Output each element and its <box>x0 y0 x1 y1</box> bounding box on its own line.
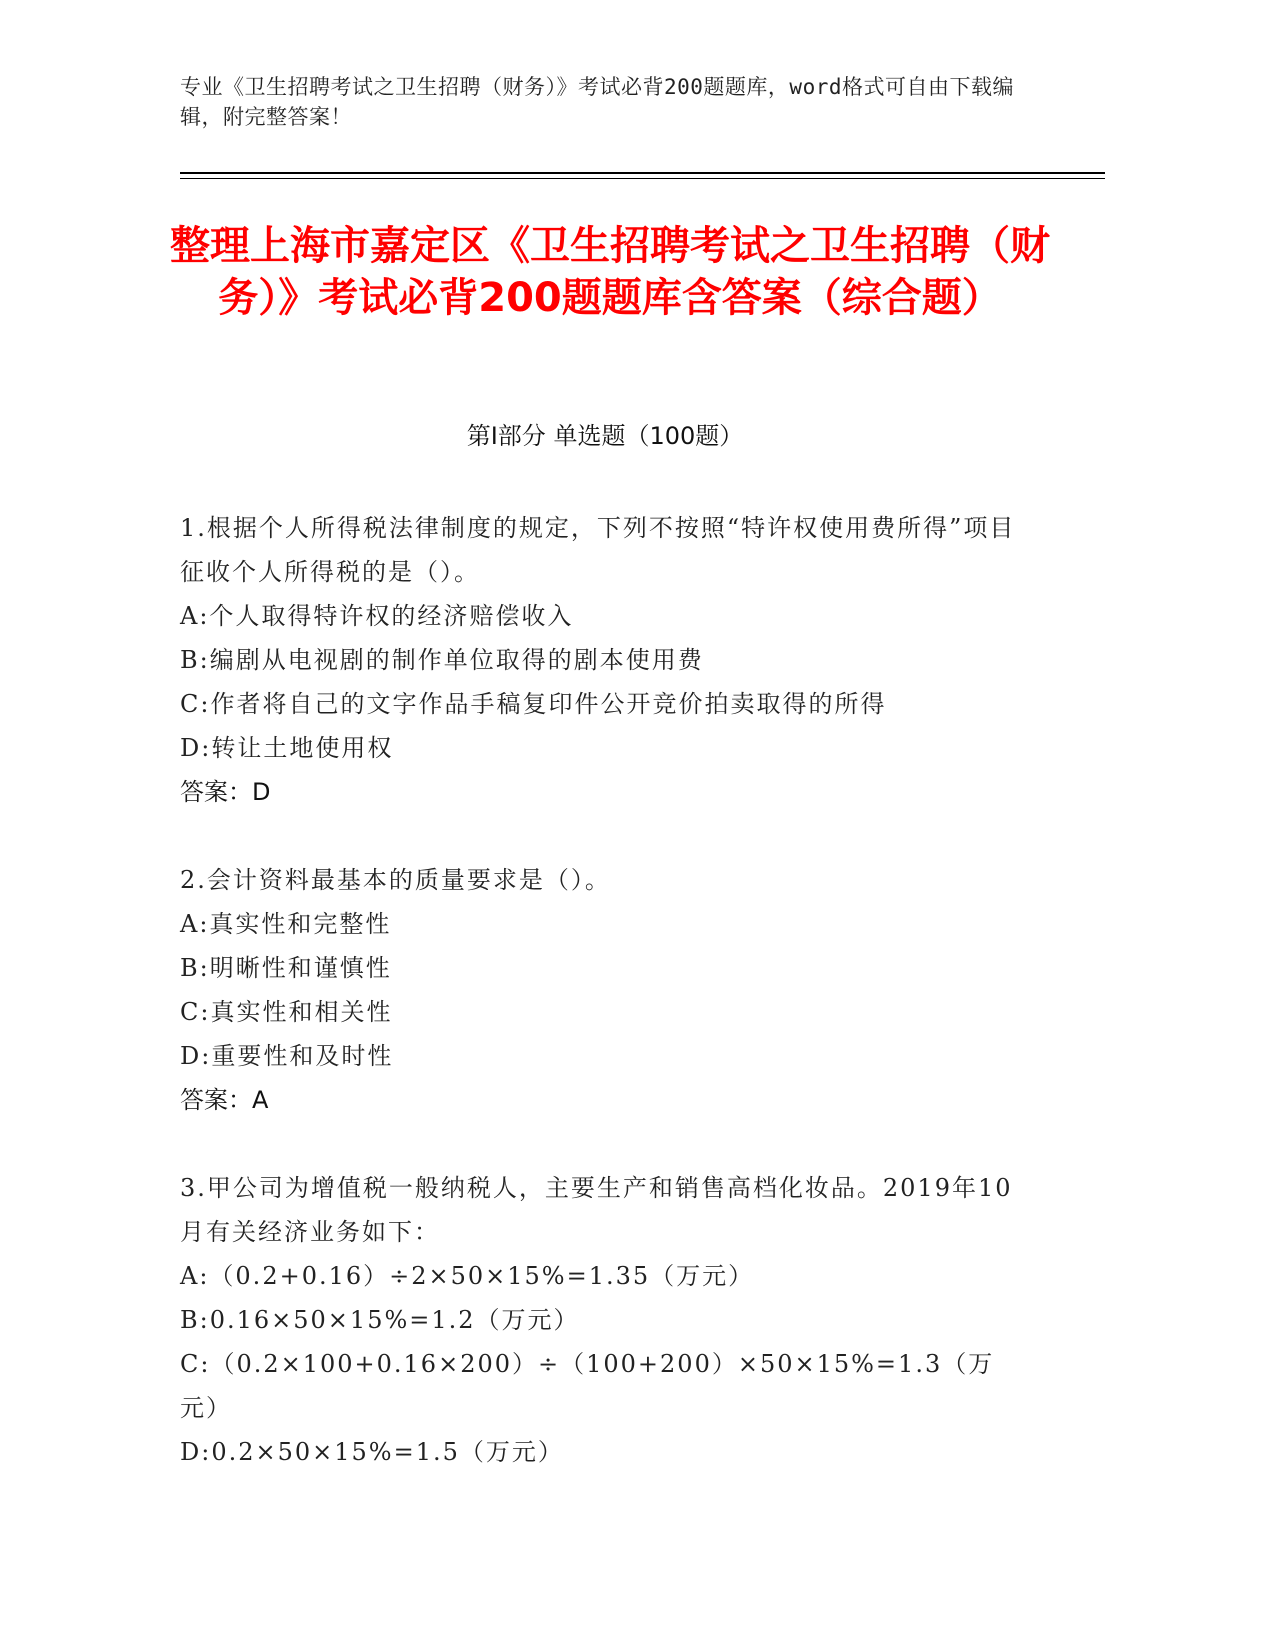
question-stem: 2.会计资料最基本的质量要求是（）。 <box>180 866 611 894</box>
option-b: B:明晰性和谨慎性 <box>180 954 392 982</box>
question-2 <box>180 858 1030 1122</box>
option-a: A:个人取得特许权的经济赔偿收入 <box>180 602 574 630</box>
option-b: B:0.16×50×15%=1.2（万元） <box>180 1306 580 1334</box>
question-stem: 3.甲公司为增值税一般纳税人，主要生产和销售高档化妆品。2019年10月有关经济业务如下： <box>180 1174 1013 1246</box>
option-c: C:（0.2×100+0.16×200）÷（100+200）×50×15%=1.3（万元） <box>180 1350 995 1422</box>
option-c: C:真实性和相关性 <box>180 998 393 1026</box>
question-3 <box>180 1166 1030 1474</box>
section-title: 第Ⅰ部分 单选题（100题） <box>466 422 744 450</box>
question-list <box>180 506 1030 1518</box>
option-d: D:0.2×50×15%=1.5（万元） <box>180 1438 564 1466</box>
answer-line: 答案：A <box>180 1086 269 1114</box>
header-divider-thick <box>180 172 1105 174</box>
question-stem: 1.根据个人所得税法律制度的规定，下列不按照“特许权使用费所得”项目征收个人所得税的是（）。 <box>180 514 1016 586</box>
option-d: D:转让土地使用权 <box>180 734 394 762</box>
option-c: C:作者将自己的文字作品手稿复印件公开竞价拍卖取得的所得 <box>180 690 887 718</box>
answer-line: 答案：D <box>180 778 271 806</box>
header-divider-thin <box>180 178 1105 179</box>
option-a: A:（0.2+0.16）÷2×50×15%=1.35（万元） <box>180 1262 755 1290</box>
option-a: A:真实性和完整性 <box>180 910 392 938</box>
header-note: 专业《卫生招聘考试之卫生招聘（财务）》考试必背200题题库，word格式可自由下载编辑，附完整答案！ <box>180 75 1014 129</box>
question-1 <box>180 506 1030 814</box>
document-title: 整理上海市嘉定区《卫生招聘考试之卫生招聘（财务）》考试必背200题题库含答案（综合题） <box>170 223 1050 321</box>
option-b: B:编剧从电视剧的制作单位取得的剧本使用费 <box>180 646 704 674</box>
option-d: D:重要性和及时性 <box>180 1042 394 1070</box>
